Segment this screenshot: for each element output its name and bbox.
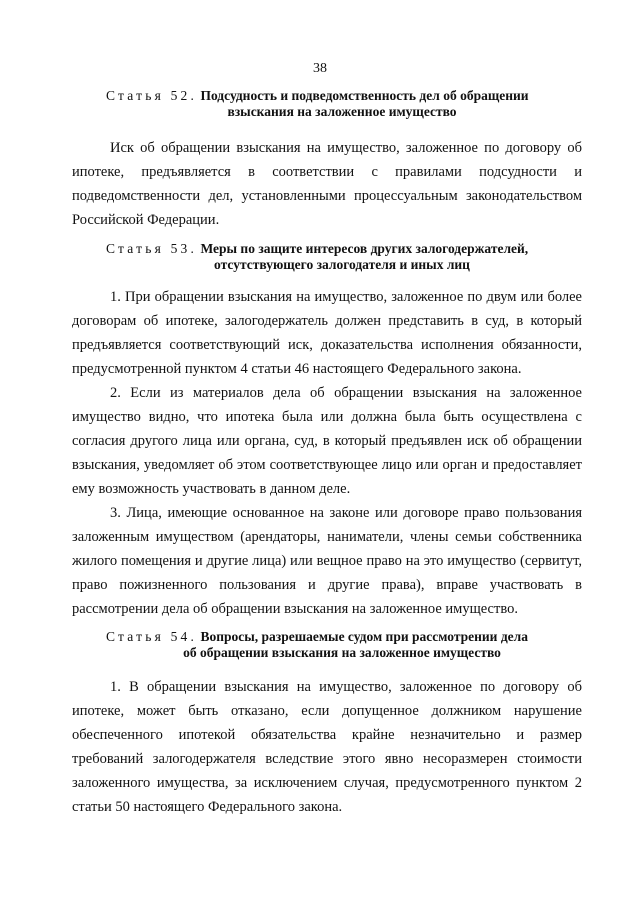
paragraph: Иск об обращении взыскания на имущество, заложенное по договору об ипотеке, предъявляется в соответствии с правилами подсудности и подведомственности дел, установленными процессуальным законодательством Российской Федерации.: [72, 140, 582, 228]
paragraph: 3. Лица, имеющие основанное на законе или договоре право пользования заложенным имуществом (арендаторы, наниматели, члены семьи собственника жилого помещения и другие лица) или вещное право на это имущество (сервитут, право пожизненного пользования и другие права), вправе участвовать в рассмотрении дела об обращении взыскания на заложенное имущество.: [72, 505, 582, 617]
article-title-line1: Подсудность и подведомственность дел об обращении: [200, 88, 529, 103]
article-heading: [72, 241, 582, 273]
article-title-line2: отсутствующего залогодателя и иных лиц: [214, 257, 470, 272]
article-label: Статья 53.: [106, 241, 198, 256]
article-title-line2: об обращении взыскания на заложенное имущество: [183, 645, 501, 660]
paragraph: 1. В обращении взыскания на имущество, заложенное по договору об ипотеке, может быть отказано, если допущенное должником нарушение обеспеченного ипотекой обязательства крайне незначительно и размер требований залогодержателя вследствие этого явно несоразмерен стоимости заложенного имущества, за исключением случая, предусмотренного пунктом 2 статьи 50 настоящего Федерального закона.: [72, 679, 582, 815]
article-title-line1: Меры по защите интересов других залогодержателей,: [200, 241, 529, 256]
article-53: [72, 241, 582, 621]
page-number: 38: [313, 61, 327, 76]
article-label: Статья 54.: [106, 629, 198, 644]
paragraph: 2. Если из материалов дела об обращении взыскания на заложенное имущество видно, что ипотека была или должна была быть осуществлена с согласия другого лица или органа, суд, в который предъявлен иск об обращении взыскания, уведомляет об этом соответствующее лицо или орган и предоставляет ему возможность участвовать в данном деле.: [72, 385, 582, 497]
article-heading: [72, 629, 582, 661]
article-title-line1: Вопросы, разрешаемые судом при рассмотрении дела: [200, 629, 528, 644]
article-label: Статья 52.: [106, 88, 198, 103]
article-52: [72, 88, 582, 232]
article-54: [72, 629, 582, 819]
paragraph: 1. При обращении взыскания на имущество, заложенное по двум или более договорам об ипотеке, залогодержатель должен представить в суд, в который предъявляется соответствующий иск, доказательства исполнения обязанности, предусмотренной пунктом 4 статьи 46 настоящего Федерального закона.: [72, 289, 582, 377]
article-title-line2: взыскания на заложенное имущество: [227, 104, 457, 119]
article-heading: [72, 88, 582, 120]
